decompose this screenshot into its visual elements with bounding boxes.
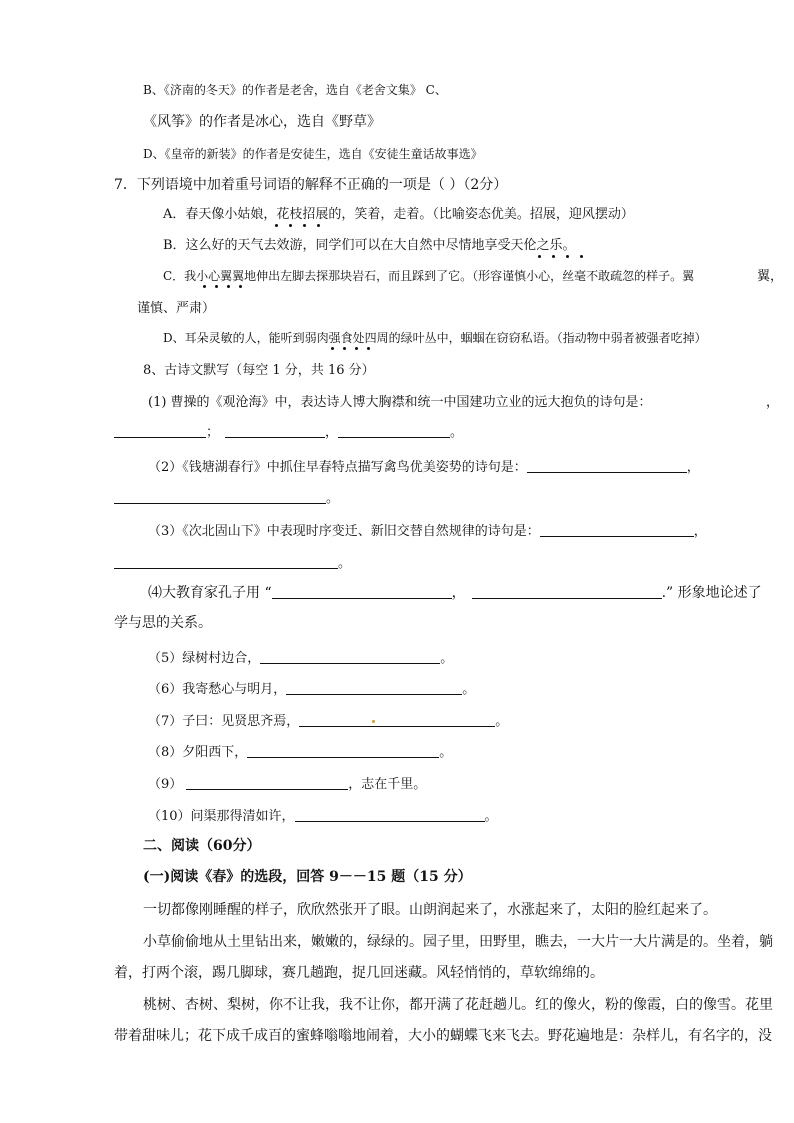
emphasis-dot — [203, 285, 206, 288]
answer-blank[interactable] — [540, 523, 694, 537]
question-8: 8、古诗文默写（每空 1 分，共 16 分） — [143, 363, 375, 378]
period: 。 — [495, 714, 509, 729]
answer-blank[interactable] — [299, 713, 495, 727]
question-8-3-text: （3）《次北固山下》中表现时序变迁、新旧交替自然规律的诗句是： — [148, 524, 540, 539]
question-8-4-tail: .” 形象地论述了 — [661, 585, 762, 601]
passage-paragraph-3-line-1: 桃树、杏树、梨树，你不让我，我不让你，都开满了花赶趟儿。红的像火，粉的像霞，白的像雪。花里 — [143, 997, 773, 1013]
emphasis-dot — [289, 224, 292, 227]
section-2-heading: 二、阅读（60分） — [143, 838, 261, 854]
emphasis-dot — [552, 255, 555, 258]
period: 。 — [484, 809, 498, 824]
emphasis-dot — [317, 224, 320, 227]
question-7-option-c: C．我小心翼翼地伸出左脚去探那块岩石，而且踩到了它。（形容谨慎小心，丝毫不敢疏忽的样子。翼 — [163, 269, 695, 283]
answer-blank[interactable] — [225, 424, 325, 438]
emphasis-dot — [215, 285, 218, 288]
period: 。 — [462, 682, 476, 697]
period: 。 — [450, 425, 464, 440]
answer-blank[interactable] — [260, 650, 440, 664]
question-8-1: (1) 曹操的《观沧海》中，表达诗人博大胸襟和统一中国建功立业的远大抱负的诗句是： — [148, 395, 652, 410]
question-8-2 — [148, 459, 700, 474]
option-c-line: 《风筝》的作者是冰心，选自《野草》 — [143, 114, 381, 130]
emphasis-dot — [355, 347, 358, 350]
answer-blank[interactable] — [272, 585, 452, 599]
emphasis-dot — [566, 255, 569, 258]
question-8-4-text: ⑷大教育家孔子用 “ — [148, 585, 272, 601]
question-8-6 — [148, 681, 475, 696]
question-8-4 — [148, 585, 762, 600]
question-8-8 — [148, 744, 452, 759]
emphasis-dot — [538, 255, 541, 258]
question-8-9 — [148, 776, 426, 791]
emphasis-dot — [580, 255, 583, 258]
answer-blank[interactable] — [295, 808, 485, 822]
passage-paragraph-2-line-1: 小草偷偷地从土里钻出来，嫩嫩的，绿绿的。园子里，田野里，瞧去，一大片一大片满是的。坐着，躺 — [143, 934, 773, 950]
comma: ， — [766, 395, 780, 410]
answer-line-8-2 — [114, 490, 339, 505]
question-7-option-d: D、耳朵灵敏的人，能听到弱肉强食处四周的绿叶丛中，蝈蝈在窃窃私语。（指动物中弱者被强者吃掉） — [163, 331, 707, 345]
answer-blank[interactable] — [114, 490, 326, 504]
answer-blank[interactable] — [186, 776, 348, 790]
semicolon: ； — [206, 425, 220, 440]
answer-blank[interactable] — [338, 424, 450, 438]
answer-blank[interactable] — [114, 424, 206, 438]
passage-paragraph-2-line-2: 着，打两个滚，踢几脚球，赛几趟跑，捉几回迷藏。风轻悄悄的，草软绵绵的。 — [114, 965, 604, 981]
emphasis-dot — [303, 224, 306, 227]
question-7-option-a: A．春天像小姑娘，花枝招展的，笑着，走着。（比喻姿态优美。招展，迎风摆动） — [163, 207, 634, 222]
question-8-8-text: （8）夕阳西下， — [148, 745, 248, 760]
question-8-9-tail: ，志在千里。 — [348, 777, 427, 792]
comma: ， — [325, 425, 339, 440]
question-8-4-cont: 学与思的关系。 — [114, 615, 212, 631]
question-8-3 — [148, 523, 707, 538]
answer-line-8-3 — [114, 555, 351, 570]
question-8-10-text: （10）问渠那得清如许， — [148, 809, 295, 824]
passage-paragraph-1: 一切都像刚睡醒的样子，欣欣然张开了眼。山朗润起来了，水涨起来了，太阳的脸红起来了。 — [143, 902, 717, 918]
question-8-9-text: （9） — [148, 777, 183, 792]
answer-line-8-1 — [114, 424, 463, 439]
question-8-10 — [148, 808, 498, 823]
question-8-5 — [148, 650, 453, 665]
question-7: 7．下列语境中加着重号词语的解释不正确的一项是（ ）（2分） — [114, 177, 508, 193]
section-2-1-heading: (一)阅读《春》的选段，回答 9－－15 题（15 分） — [143, 869, 472, 885]
question-8-5-text: （5）绿树村边合， — [148, 651, 261, 666]
question-8-7-text: （7）子曰：见贤思齐焉， — [148, 714, 300, 729]
question-8-2-text: （2）《钱塘湖春行》中抓住早春特点描写禽鸟优美姿势的诗句是： — [148, 460, 527, 475]
answer-blank[interactable] — [472, 585, 662, 599]
question-7-option-c-end: 翼， — [757, 269, 784, 284]
answer-blank[interactable] — [247, 744, 439, 758]
passage-paragraph-3-line-2: 带着甜味儿；花下成千成百的蜜蜂嗡嗡地闹着，大小的蝴蝶飞来飞去。野花遍地是：杂样儿，有名字的，没 — [114, 1028, 772, 1044]
comma: ， — [686, 460, 700, 475]
emphasis-dot — [331, 347, 334, 350]
option-b-line: B、《济南的冬天》的作者是老舍，选自《老舍文集》 C、 — [143, 83, 447, 97]
emphasis-dot — [239, 285, 242, 288]
period: 。 — [326, 491, 340, 506]
question-7-option-c-cont: 谨慎、严肃） — [137, 301, 216, 316]
option-d-line: D、《皇帝的新装》的作者是安徒生，选自《安徒生童话故事选》 — [143, 147, 483, 161]
question-7-option-b: B．这么好的天气去效游，同学们可以在大自然中尽情地享受天伦之乐。 — [163, 238, 576, 253]
emphasis-dot — [343, 347, 346, 350]
emphasis-dot — [227, 285, 230, 288]
comma: ， — [693, 524, 707, 539]
question-8-7 — [148, 713, 508, 728]
comma: ， — [451, 585, 466, 601]
emphasis-dot — [275, 224, 278, 227]
period: 。 — [338, 556, 352, 571]
speck-dot — [372, 720, 375, 723]
period: 。 — [439, 745, 453, 760]
answer-blank[interactable] — [527, 459, 687, 473]
answer-blank[interactable] — [114, 555, 338, 569]
emphasis-dot — [367, 347, 370, 350]
question-8-6-text: （6）我寄愁心与明月， — [148, 682, 287, 697]
period: 。 — [440, 651, 454, 666]
answer-blank[interactable] — [286, 681, 462, 695]
